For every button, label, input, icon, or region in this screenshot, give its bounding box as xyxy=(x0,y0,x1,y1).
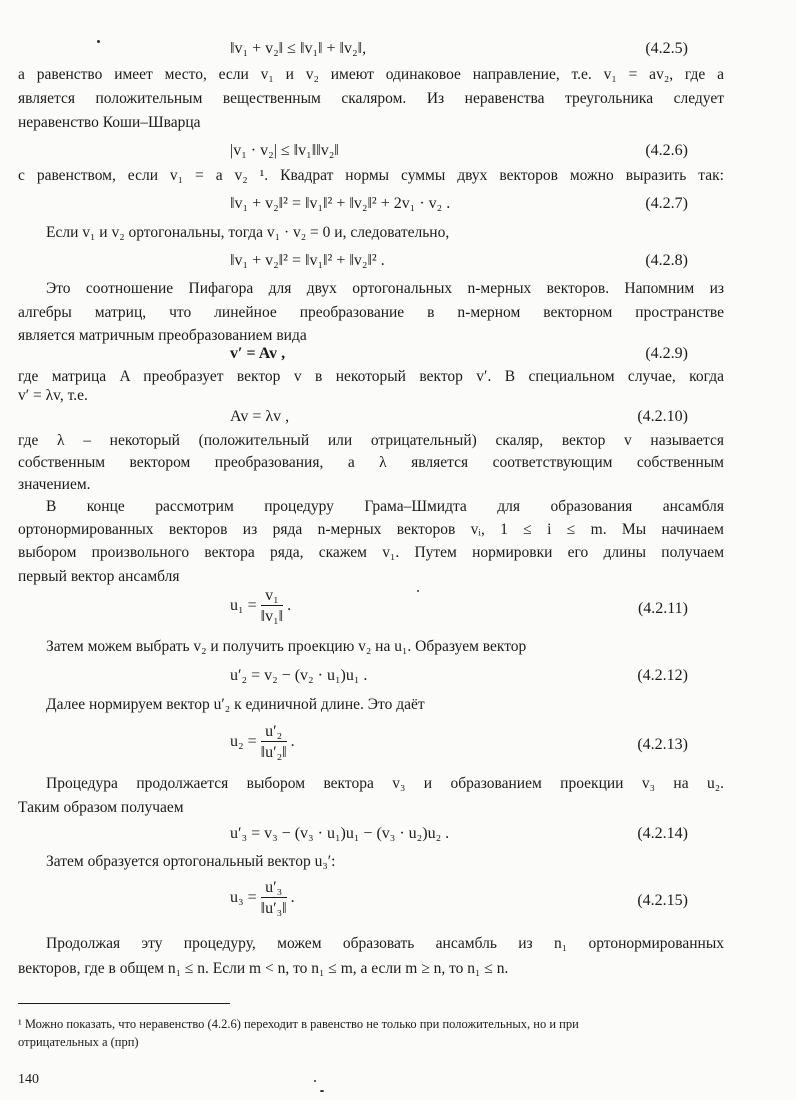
text-line: собственным вектором преобразования, а λ является соответствующим собственным xyxy=(18,454,724,471)
equation-lhs: u₁ = xyxy=(230,597,257,615)
equation-formula: u′₂ = v₂ − (v₂ · u₁)u₁ . xyxy=(230,667,368,684)
equation-formula: Av = λv , xyxy=(230,408,290,425)
equation-number: (4.2.10) xyxy=(637,408,688,425)
text-line: ортонормированных векторов из ряда n-мерных векторов vᵢ, 1 ≤ i ≤ m. Мы начинаем xyxy=(18,521,724,538)
equation-number: (4.2.15) xyxy=(637,892,688,909)
text-line: Затем образуется ортогональный вектор u₃′: xyxy=(46,853,336,870)
equation-number: (4.2.11) xyxy=(637,600,688,617)
equation-formula: ‖v₁ + v₂‖ ≤ ‖v₁‖ + ‖v₂‖, xyxy=(230,40,367,57)
text-line: неравенство Коши–Шварца xyxy=(18,114,201,131)
equation-number: (4.2.6) xyxy=(645,142,688,159)
footnote-rule xyxy=(18,1003,230,1004)
text-line: значением. xyxy=(18,476,91,493)
text-line: Далее нормируем вектор u′₂ к единичной длине. Это даёт xyxy=(46,696,425,713)
text-line: первый вектор ансамбля xyxy=(18,568,180,585)
equation-4-2-12 xyxy=(18,665,724,687)
equation-formula: v′ = Av , xyxy=(230,345,286,362)
equation-4-2-8 xyxy=(18,250,724,272)
page-number: 140 xyxy=(18,1072,39,1087)
text-line: В конце рассмотрим процедуру Грама–Шмидта для образования ансамбля xyxy=(46,498,724,515)
text-line: векторов, где в общем n₁ ≤ n. Если m < n, то n₁ ≤ m, а если m ≥ n, то n₁ ≤ n. xyxy=(18,960,509,977)
text-line: является матричным преобразованием вида xyxy=(18,327,307,344)
text-line: алгебры матриц, что линейное преобразование в n-мерном векторном пространстве xyxy=(18,304,724,321)
equation-4-2-5 xyxy=(18,38,724,60)
equation-4-2-6 xyxy=(18,140,724,162)
equation-formula: u′₃ = v₃ − (v₃ · u₁)u₁ − (v₃ · u₂)u₂ . xyxy=(230,825,450,842)
fraction xyxy=(261,878,287,919)
fraction-denominator: ‖v₁‖ xyxy=(260,608,284,625)
equation-4-2-10 xyxy=(18,406,724,428)
equation-lhs: u₂ = xyxy=(230,733,257,751)
fraction xyxy=(261,586,284,627)
fraction-denominator: ‖u′₃‖ xyxy=(260,900,287,917)
equation-number: (4.2.14) xyxy=(637,825,688,842)
equation-number: (4.2.8) xyxy=(645,252,688,269)
equation-number: (4.2.5) xyxy=(645,40,688,57)
equation-lhs: u₃ = xyxy=(230,889,257,907)
text-line: Продолжая эту процедуру, можем образовать ансамбль из n₁ ортонормированных xyxy=(46,935,724,952)
text-line: где λ – некоторый (положительный или отрицательный) скаляр, вектор v называется xyxy=(18,432,724,449)
equation-tail: . xyxy=(290,733,295,751)
fraction-numerator: u′₃ xyxy=(261,878,287,898)
footnote-line: отрицательных a (прп) xyxy=(18,1035,139,1049)
scan-speck xyxy=(314,1080,316,1082)
equation-4-2-15 xyxy=(18,878,724,924)
equation-tail: . xyxy=(287,597,292,615)
text-line: v′ = λv, т.е. xyxy=(18,387,88,404)
equation-formula: ‖v₁ + v₂‖² = ‖v₁‖² + ‖v₂‖² . xyxy=(230,252,385,269)
text-line: является положительным вещественным скаляром. Из неравенства треугольника следует xyxy=(18,90,724,107)
equation-4-2-9 xyxy=(18,343,724,365)
text-line: Таким образом получаем xyxy=(18,799,184,816)
text-line: выбором произвольного вектора ряда, скажем v₁. Путем нормировки его длины получаем xyxy=(18,544,724,561)
text-line: а равенство имеет место, если v₁ и v₂ имеют одинаковое направление, т.е. v₁ = av₂, где a xyxy=(18,66,724,83)
equation-4-2-11 xyxy=(18,586,724,632)
scan-speck xyxy=(417,590,419,592)
equation-tail: . xyxy=(290,889,295,907)
equation-4-2-13 xyxy=(18,722,724,768)
text-line: с равенством, если v₁ = a v₂ ¹. Квадрат нормы суммы двух векторов можно выразить так: xyxy=(18,167,724,184)
fraction-numerator: v₁ xyxy=(261,586,284,606)
footnote-line: ¹ Можно показать, что неравенство (4.2.6) переходит в равенство не только при положительных, но и при xyxy=(18,1017,579,1031)
equation-formula: |v₁ · v₂| ≤ ‖v₁‖‖v₂‖ xyxy=(230,142,339,159)
equation-number: (4.2.7) xyxy=(645,195,688,212)
text-line: Процедура продолжается выбором вектора v₃ и образованием проекции v₃ на u₂. xyxy=(46,775,724,792)
scan-speck xyxy=(320,1090,324,1092)
text-line: Это соотношение Пифагора для двух ортогональных n-мерных векторов. Напомним из xyxy=(46,280,724,297)
scan-speck xyxy=(97,40,100,43)
text-line: Если v₁ и v₂ ортогональны, тогда v₁ · v₂ = 0 и, следовательно, xyxy=(46,224,450,241)
text-line: Затем можем выбрать v₂ и получить проекцию v₂ на u₁. Образуем вектор xyxy=(46,638,527,655)
equation-number: (4.2.9) xyxy=(645,345,688,362)
text-line: где матрица A преобразует вектор v в некоторый вектор v′. В специальном случае, когда xyxy=(18,368,724,385)
equation-4-2-14 xyxy=(18,823,724,845)
fraction xyxy=(261,722,287,763)
equation-4-2-7 xyxy=(18,193,724,215)
equation-number: (4.2.13) xyxy=(637,736,688,753)
fraction-numerator: u′₂ xyxy=(261,722,287,742)
equation-formula: ‖v₁ + v₂‖² = ‖v₁‖² + ‖v₂‖² + 2v₁ · v₂ . xyxy=(230,195,451,212)
equation-number: (4.2.12) xyxy=(637,667,688,684)
fraction-denominator: ‖u′₂‖ xyxy=(260,744,287,761)
